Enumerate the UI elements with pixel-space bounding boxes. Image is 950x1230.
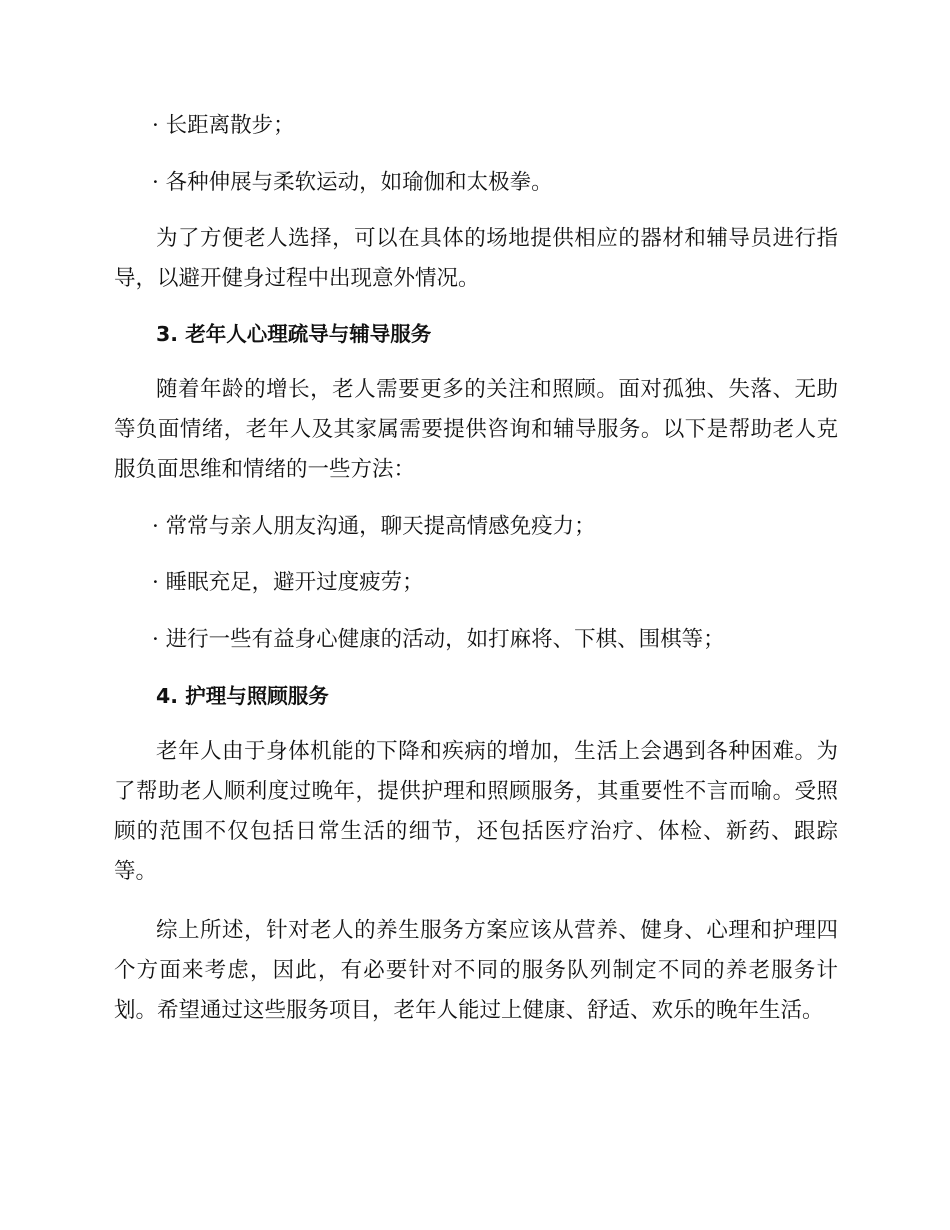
bullet-communicate: · 常常与亲人朋友沟通，聊天提高情感免疫力；	[152, 514, 596, 539]
paragraph-psychological-counseling: 随着年龄的增长，老人需要更多的关注和照顾。面对孤独、失落、无助等负面情绪，老年人及其家属需要提供咨询和辅导服务。以下是帮助老人克服负面思维和情绪的一些方法：	[114, 377, 838, 482]
paragraph-summary: 综上所述，针对老人的养生服务方案应该从营养、健身、心理和护理四个方面来考虑，因此，有必要针对不同的服务队列制定不同的养老服务计划。希望通过这些服务项目，老年人能过上健康、舒适、欢乐的晚年生活。	[114, 918, 838, 1023]
section-heading-4: 4. 护理与照顾服务	[156, 684, 329, 708]
bullet-activities: · 进行一些有益身心健康的活动，如打麻将、下棋、围棋等；	[152, 627, 725, 652]
bullet-sleep: · 睡眠充足，避开过度疲劳；	[152, 570, 424, 595]
paragraph-care-services: 老年人由于身体机能的下降和疾病的增加，生活上会遇到各种困难。为了帮助老人顺利度过晚年，提供护理和照顾服务，其重要性不言而喻。受照顾的范围不仅包括日常生活的细节，还包括医疗治疗、体检、新药、跟踪等。	[114, 739, 838, 884]
bullet-stretching: · 各种伸展与柔软运动，如瑜伽和太极拳。	[152, 170, 553, 195]
bullet-long-walk: · 长距离散步；	[152, 113, 295, 138]
section-heading-3: 3. 老年人心理疏导与辅导服务	[156, 322, 432, 346]
paragraph-fitness-guidance: 为了方便老人选择，可以在具体的场地提供相应的器材和辅导员进行指导，以避开健身过程中出现意外情况。	[114, 226, 838, 291]
